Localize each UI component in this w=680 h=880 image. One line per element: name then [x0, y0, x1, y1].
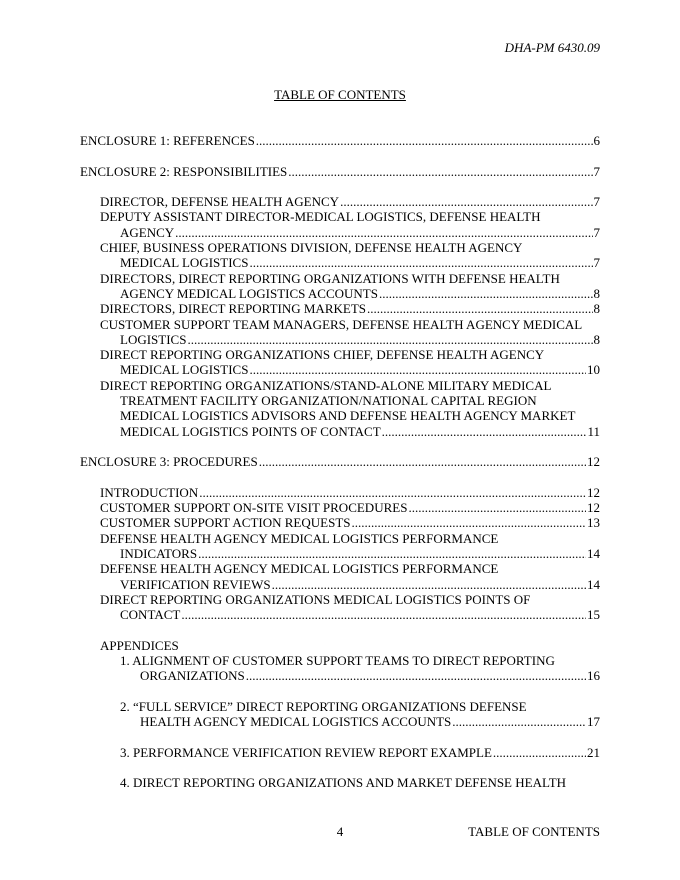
toc-entry-appendix-1[interactable]: ORGANIZATIONS ..... 16 — [140, 668, 600, 683]
toc-entry-enclosure-3[interactable]: ENCLOSURE 3: PROCEDURES ..... 12 — [80, 454, 600, 469]
toc-entry-line: CUSTOMER SUPPORT TEAM MANAGERS, DEFENSE HEALTH AGENCY MEDICAL — [100, 316, 583, 332]
toc-entry-line: DIRECTORS, DIRECT REPORTING ORGANIZATIONS WITH DEFENSE HEALTH — [100, 270, 560, 286]
toc-entry-deputy-assistant-director[interactable]: AGENCY ..... 7 — [120, 225, 600, 240]
toc-entry-line: DIRECT REPORTING ORGANIZATIONS MEDICAL LOGISTICS POINTS OF — [100, 591, 531, 607]
appendices-heading: APPENDICES — [100, 637, 179, 653]
toc-entry-appendix-2[interactable]: HEALTH AGENCY MEDICAL LOGISTICS ACCOUNTS ..... 17 — [140, 714, 600, 729]
toc-entry-onsite-visit[interactable]: CUSTOMER SUPPORT ON-SITE VISIT PROCEDURES ..... 12 — [100, 500, 600, 515]
toc-entry-enclosure-2[interactable]: ENCLOSURE 2: RESPONSIBILITIES ..... 7 — [80, 164, 600, 179]
page-number: 4 — [336, 824, 344, 839]
toc-entry-appendix-3[interactable]: 3. PERFORMANCE VERIFICATION REVIEW REPORT EXAMPLE ..... 21 — [120, 745, 600, 760]
toc-entry-line: MEDICAL LOGISTICS ADVISORS AND DEFENSE HEALTH AGENCY MARKET — [120, 408, 576, 424]
toc-entry-line: DEFENSE HEALTH AGENCY MEDICAL LOGISTICS PERFORMANCE — [100, 530, 499, 546]
toc-entry-enclosure-1[interactable]: ENCLOSURE 1: REFERENCES ..... 6 — [80, 133, 600, 148]
page-title: TABLE OF CONTENTS — [274, 87, 406, 102]
toc-entry-line: TREATMENT FACILITY ORGANIZATION/NATIONAL CAPITAL REGION — [120, 393, 537, 409]
toc-entry-line: DEFENSE HEALTH AGENCY MEDICAL LOGISTICS PERFORMANCE — [100, 561, 499, 577]
toc-entry-directors-markets[interactable]: DIRECTORS, DIRECT REPORTING MARKETS ..... 8 — [100, 301, 600, 316]
document-id: DHA-PM 6430.09 — [504, 40, 600, 55]
toc-entry-line: DEPUTY ASSISTANT DIRECTOR-MEDICAL LOGISTICS, DEFENSE HEALTH — [100, 209, 541, 225]
table-of-contents — [80, 133, 600, 791]
toc-entry-action-requests[interactable]: CUSTOMER SUPPORT ACTION REQUESTS ..... 13 — [100, 515, 600, 530]
toc-entry-verification-reviews[interactable]: VERIFICATION REVIEWS ..... 14 — [120, 577, 600, 592]
toc-entry-directors-dro[interactable]: AGENCY MEDICAL LOGISTICS ACCOUNTS ..... 8 — [120, 286, 600, 301]
toc-entry-points-of-contact[interactable]: CONTACT ..... 15 — [120, 607, 600, 622]
toc-entry-customer-support-managers[interactable]: LOGISTICS ..... 8 — [120, 332, 600, 347]
toc-entry-appendix-4[interactable]: 4. DIRECT REPORTING ORGANIZATIONS AND MARKET DEFENSE HEALTH — [120, 775, 567, 791]
toc-entry-chief-business-operations[interactable]: MEDICAL LOGISTICS ..... 7 — [120, 255, 600, 270]
toc-entry-performance-indicators[interactable]: INDICATORS ..... 14 — [120, 546, 600, 561]
toc-entry-dro-chief[interactable]: MEDICAL LOGISTICS ..... 10 — [120, 362, 600, 377]
footer-section-label: TABLE OF CONTENTS — [468, 824, 600, 839]
toc-entry-director-dha[interactable]: DIRECTOR, DEFENSE HEALTH AGENCY ..... 7 — [100, 194, 600, 209]
toc-entry-line: DIRECT REPORTING ORGANIZATIONS/STAND-ALONE MILITARY MEDICAL — [100, 377, 552, 393]
toc-entry-line: 1. ALIGNMENT OF CUSTOMER SUPPORT TEAMS TO DIRECT REPORTING — [120, 653, 555, 669]
toc-entry-line: DIRECT REPORTING ORGANIZATIONS CHIEF, DEFENSE HEALTH AGENCY — [100, 347, 545, 363]
toc-entry-logistics-advisors[interactable]: MEDICAL LOGISTICS POINTS OF CONTACT ..... 11 — [120, 424, 600, 439]
toc-entry-line: 2. “FULL SERVICE” DIRECT REPORTING ORGANIZATIONS DEFENSE — [120, 698, 527, 714]
toc-entry-line: CHIEF, BUSINESS OPERATIONS DIVISION, DEFENSE HEALTH AGENCY — [100, 240, 523, 256]
toc-entry-introduction[interactable]: INTRODUCTION ..... 12 — [100, 485, 600, 500]
